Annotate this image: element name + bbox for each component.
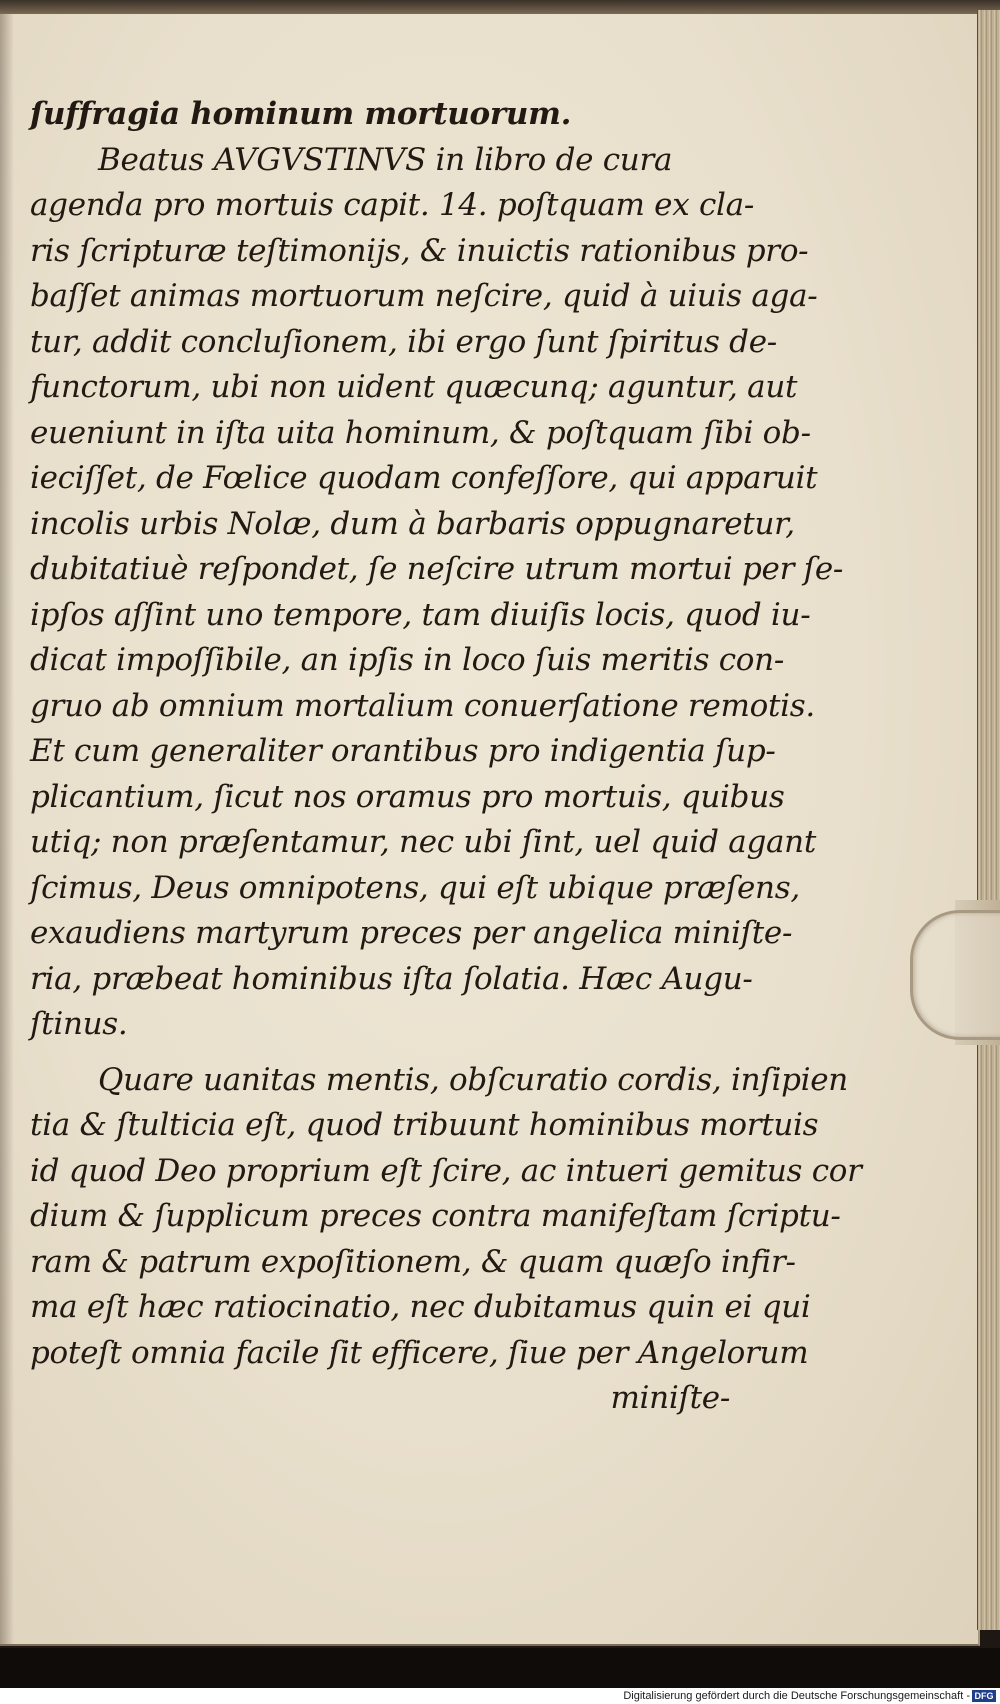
text-line: gruo ab omnium mortalium conuerſatione remotis. — [30, 687, 815, 724]
dfg-logo: DFG — [972, 1690, 996, 1702]
page-gutter-shadow — [0, 14, 14, 1644]
scan-bottom-strip — [0, 1648, 1000, 1688]
text-line: baſſet animas mortuorum neſcire, quid à uiuis aga- — [30, 278, 818, 314]
dfg-credit-text: Digitalisierung gefördert durch die Deutsche Forschungsgemeinschaft - — [623, 1690, 970, 1702]
text-line: exaudiens martyrum preces per angelica miniſte- — [30, 915, 793, 951]
text-line: Et cum generaliter orantibus pro indigentia ſup- — [30, 733, 776, 769]
text-line: tia & ſtulticia eſt, quod tribuunt hominibus mortuis — [30, 1107, 819, 1143]
text-line: ria, præbeat hominibus iſta ſolatia. Hæc Augu- — [30, 960, 753, 997]
page-clip — [910, 910, 1000, 1040]
text-line: dubitatiuè reſpondet, ſe neſcire utrum mortui per ſe- — [30, 551, 844, 587]
text-line: poteſt omnia facile ſit efficere, ſiue per Angelorum — [30, 1334, 809, 1371]
text-line: functorum, ubi non uident quæcunq; aguntur, aut — [30, 369, 798, 405]
catchword: miniſte- — [610, 1380, 730, 1416]
text-line: ma eſt hæc ratiocinatio, nec dubitamus quin ei qui — [30, 1289, 811, 1325]
text-line: ris ſcripturæ teſtimonijs, & inuictis rationibus pro- — [30, 232, 809, 269]
text-line: Beatus AVGVSTINVS in libro de cura — [98, 141, 673, 178]
text-line: ram & patrum expoſitionem, & quam quæſo infir- — [30, 1243, 796, 1280]
text-line: tur, addit concluſionem, ibi ergo ſunt ſpiritus de- — [30, 323, 777, 360]
text-line: ſcimus, Deus omnipotens, qui eſt ubique præſens, — [30, 869, 800, 906]
page-text-block — [30, 92, 862, 1422]
text-line: ieciſſet, de Fœlice quodam confeſſore, qui apparuit — [30, 460, 818, 496]
text-line: utiq; non præſentamur, nec ubi ſint, uel quid agant — [30, 824, 816, 860]
text-line: incolis urbis Nolæ, dum à barbaris oppugnaretur, — [30, 505, 795, 542]
text-line: eueniunt in iſta uita hominum, & poſtquam ſibi ob- — [30, 414, 811, 451]
text-line: ſtinus. — [30, 1006, 128, 1042]
text-line: plicantium, ſicut nos oramus pro mortuis, quibus — [30, 778, 785, 815]
text-line: ſuffragia hominum mortuorum. — [30, 96, 572, 132]
text-line: dium & ſupplicum preces contra manifeſtam ſcriptu- — [30, 1198, 841, 1234]
text-line: agenda pro mortuis capit. 14. poſtquam ex cla- — [30, 187, 754, 223]
text-line: dicat impoſſibile, an ipſis in loco ſuis meritis con- — [30, 642, 785, 678]
text-line: ipſos aſſint uno tempore, tam diuiſis locis, quod iu- — [30, 596, 811, 633]
book-fore-edge — [977, 10, 1000, 1630]
text-line: Quare uanitas mentis, obſcuratio cordis, inſipien — [98, 1061, 848, 1098]
text-line: id quod Deo proprium eſt ſcire, ac intueri gemitus cor — [30, 1152, 862, 1189]
